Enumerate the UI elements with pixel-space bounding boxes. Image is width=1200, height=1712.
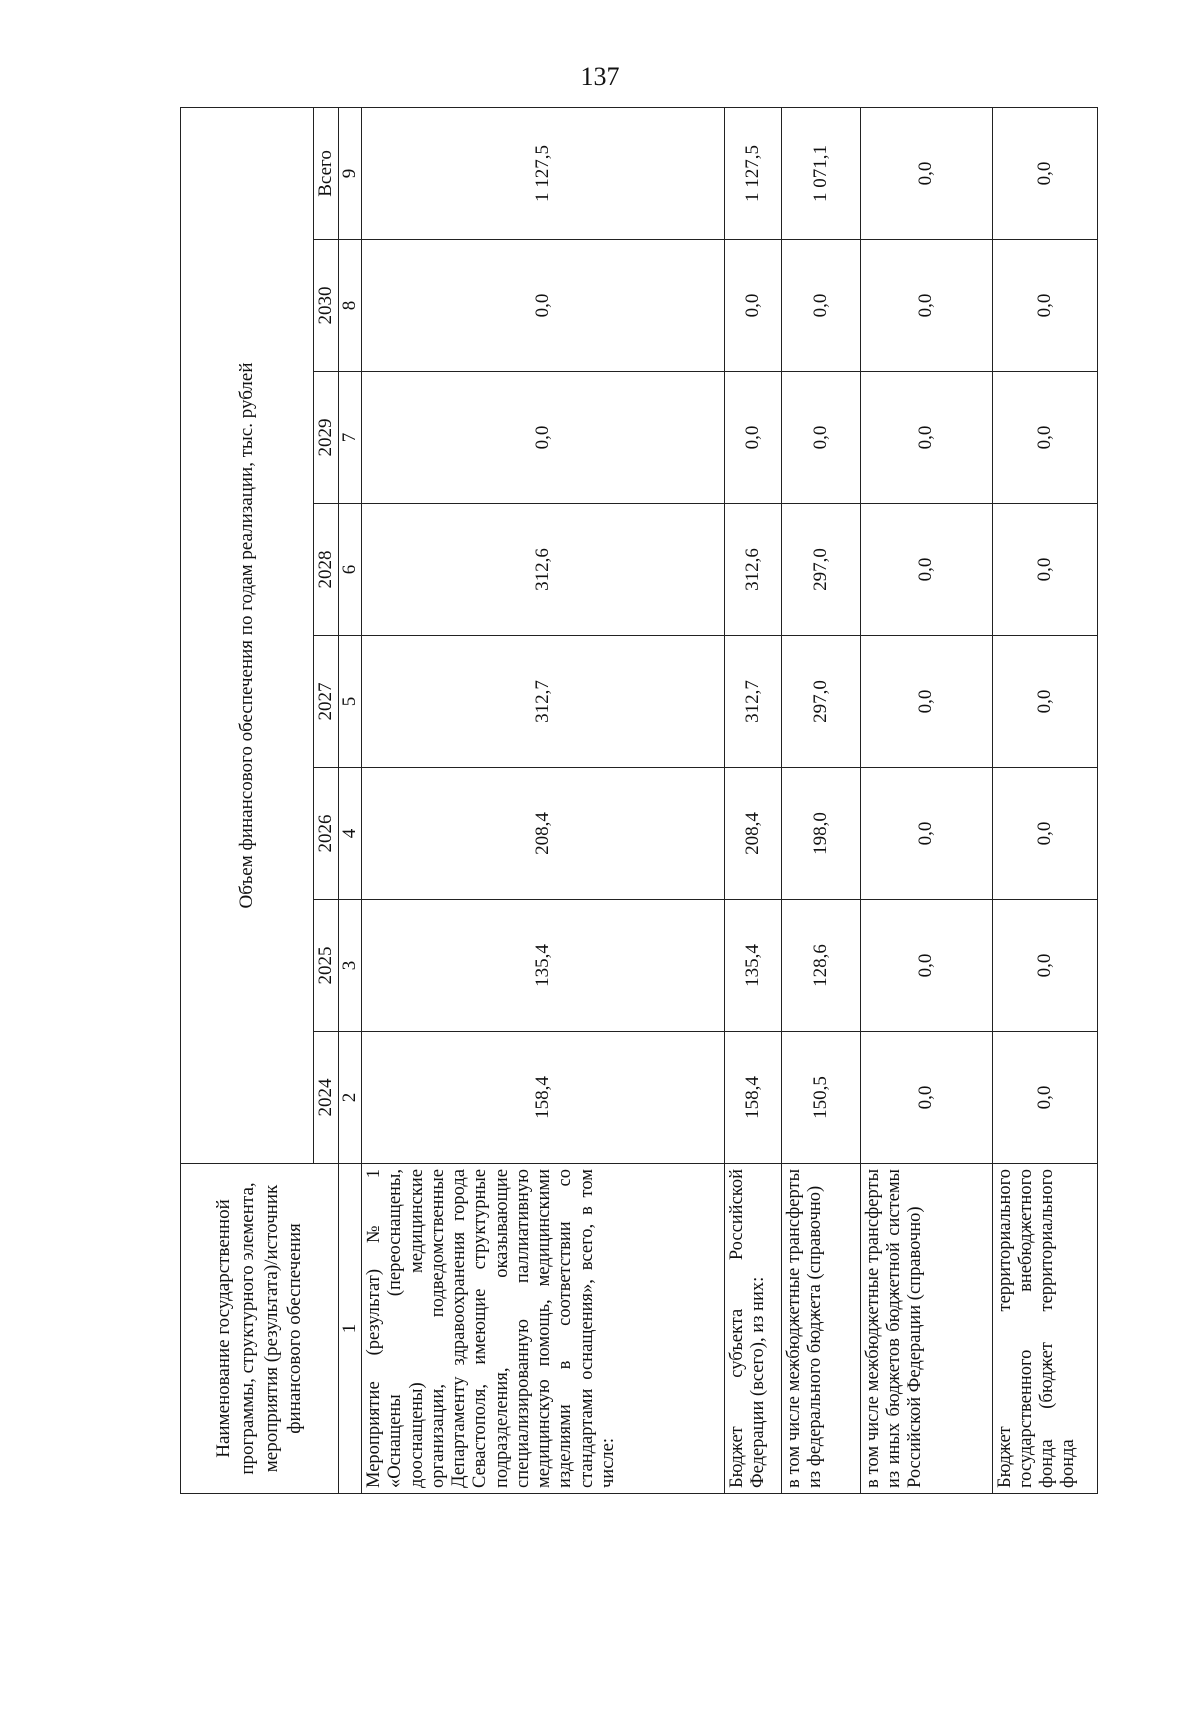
value-cell: 0,0: [992, 504, 1098, 636]
value-cell: 0,0: [992, 900, 1098, 1032]
row-name: Мероприятие (результат) № 1 «Оснащены (переоснащены, дооснащены) медицинские организации, подведомственные Департаменту здравоохранения города Севастополя, имеющие структурные подразделения, оказывающие специализированную паллиативную медицинскую помощь, медицинскими изделиями в соответствии со стандартами оснащения», всего, в том числе:: [362, 1164, 725, 1494]
table-row: [362, 107, 725, 1493]
value-cell: 312,6: [362, 504, 725, 636]
value-cell: 0,0: [992, 1032, 1098, 1164]
value-cell: 0,0: [860, 636, 992, 768]
total-header: Всего: [314, 107, 339, 239]
table-row: [781, 107, 860, 1493]
page-number: 137: [580, 62, 620, 91]
value-cell: 135,4: [724, 900, 781, 1032]
value-cell: 0,0: [860, 240, 992, 372]
financing-table: [180, 107, 1098, 1494]
row-name: в том числе межбюджетные трансферты из иных бюджетов бюджетной системы Российской Федерации (справочно): [860, 1164, 992, 1494]
value-cell: 158,4: [362, 1032, 725, 1164]
value-cell: 0,0: [860, 1032, 992, 1164]
year-header: 2028: [314, 504, 339, 636]
value-cell: 208,4: [724, 768, 781, 900]
value-cell: 0,0: [992, 636, 1098, 768]
row-name: в том числе межбюджетные трансферты из федерального бюджета (справочно): [781, 1164, 860, 1494]
value-cell: 208,4: [362, 768, 725, 900]
row-name: Бюджет субъекта Российской Федерации (всего), из них:: [724, 1164, 781, 1494]
value-cell: 0,0: [860, 372, 992, 504]
total-cell: 1 127,5: [724, 107, 781, 239]
value-cell: 135,4: [362, 900, 725, 1032]
year-header: 2024: [314, 1032, 339, 1164]
value-cell: 297,0: [781, 504, 860, 636]
column-number: 2: [339, 1032, 362, 1164]
year-header: 2027: [314, 636, 339, 768]
value-cell: 0,0: [724, 372, 781, 504]
year-header: 2026: [314, 768, 339, 900]
value-cell: 312,7: [362, 636, 725, 768]
value-cell: 158,4: [724, 1032, 781, 1164]
value-cell: 0,0: [992, 240, 1098, 372]
column-number: 7: [339, 372, 362, 504]
column-number: 6: [339, 504, 362, 636]
column-number: 5: [339, 636, 362, 768]
table-row: [992, 107, 1098, 1493]
value-cell: 0,0: [860, 768, 992, 900]
volume-header: Объем финансового обеспечения по годам реализации, тыс. рублей: [181, 107, 314, 1163]
rotated-table-wrapper: [180, 108, 1098, 1494]
header-row-title: [181, 107, 314, 1493]
value-cell: 0,0: [362, 240, 725, 372]
total-cell: 1 071,1: [781, 107, 860, 239]
value-cell: 312,7: [724, 636, 781, 768]
value-cell: 198,0: [781, 768, 860, 900]
table-row: [724, 107, 781, 1493]
column-number: 4: [339, 768, 362, 900]
value-cell: 0,0: [992, 372, 1098, 504]
value-cell: 312,6: [724, 504, 781, 636]
column-number: 9: [339, 107, 362, 239]
column-number: 8: [339, 240, 362, 372]
year-header: 2030: [314, 240, 339, 372]
total-cell: 0,0: [992, 107, 1098, 239]
value-cell: 128,6: [781, 900, 860, 1032]
total-cell: 1 127,5: [362, 107, 725, 239]
year-header: 2025: [314, 900, 339, 1032]
year-header: 2029: [314, 372, 339, 504]
value-cell: 0,0: [860, 900, 992, 1032]
column-number: 3: [339, 900, 362, 1032]
value-cell: 0,0: [860, 504, 992, 636]
header-row-numbers: [339, 107, 362, 1493]
value-cell: 297,0: [781, 636, 860, 768]
value-cell: 0,0: [781, 240, 860, 372]
value-cell: 0,0: [992, 768, 1098, 900]
name-column-header: Наименование государственной программы, структурного элемента, мероприятия (результата)/источник финансового обеспечения: [181, 1164, 339, 1494]
row-name: Бюджет территориального государственного внебюджетного фонда (бюджет территориального фонда: [992, 1164, 1098, 1494]
column-number: 1: [339, 1164, 362, 1494]
value-cell: 0,0: [781, 372, 860, 504]
table-row: [860, 107, 992, 1493]
total-cell: 0,0: [860, 107, 992, 239]
value-cell: 0,0: [724, 240, 781, 372]
value-cell: 150,5: [781, 1032, 860, 1164]
value-cell: 0,0: [362, 372, 725, 504]
